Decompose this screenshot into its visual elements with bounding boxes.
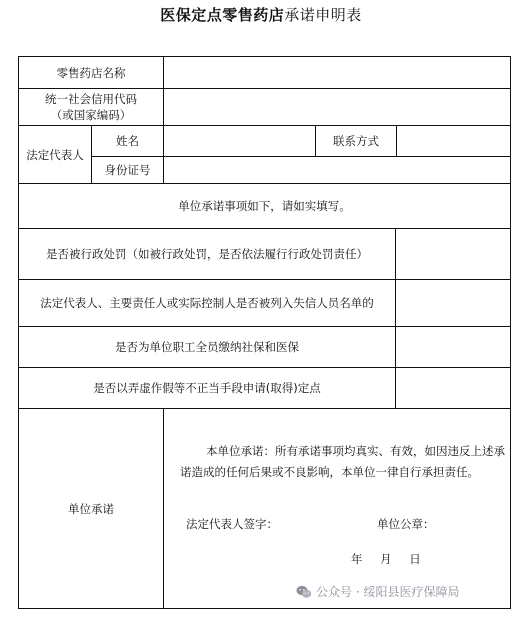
date-label: 年 月 日	[351, 552, 421, 566]
wechat-icon	[296, 585, 312, 599]
seal-label: 单位公章：	[377, 517, 435, 531]
label-credit-code-line1: 统一社会信用代码	[45, 92, 137, 106]
input-name[interactable]	[164, 126, 315, 156]
commitment-statement: 本单位承诺：所有承诺事项均真实、有效，如因违反上述承诺造成的任何后果或不良影响，本单位一律自行承担责任。	[180, 444, 505, 479]
question-dishonest-list: 法定代表人、主要责任人或实际控制人是否被列入失信人员名单的	[40, 296, 374, 310]
question-administrative-penalty: 是否被行政处罚（如被行政处罚，是否依法履行行政处罚责任）	[46, 247, 368, 261]
label-credit-code	[19, 89, 163, 125]
label-id-number: 身份证号	[104, 163, 151, 177]
label-contact: 联系方式	[333, 134, 379, 148]
label-unit-commitment: 单位承诺	[68, 501, 114, 516]
input-credit-code[interactable]	[164, 89, 510, 125]
question-fraudulent-application: 是否以弄虚作假等不正当手段申请(取得)定点	[93, 381, 321, 395]
watermark	[296, 583, 459, 600]
signature-label: 法定代表人签字：	[186, 517, 278, 531]
answer-social-insurance[interactable]	[396, 327, 510, 367]
label-credit-code-line2: （或国家编码）	[50, 108, 132, 122]
answer-fraudulent-application[interactable]	[396, 368, 510, 408]
title-normal-part: 承诺申明表	[284, 6, 362, 24]
question-social-insurance: 是否为单位职工全员缴纳社保和医保	[115, 340, 299, 354]
watermark-text: 公众号 · 绥阳县医疗保障局	[316, 585, 460, 599]
input-id-number[interactable]	[164, 157, 510, 183]
answer-dishonest-list[interactable]	[396, 280, 510, 326]
label-legal-rep: 法定代表人	[26, 147, 84, 162]
label-name: 姓名	[116, 134, 139, 148]
input-pharmacy-name[interactable]	[164, 57, 510, 88]
instruction-text: 单位承诺事项如下，请如实填写。	[178, 199, 351, 213]
label-pharmacy-name: 零售药店名称	[56, 65, 126, 80]
input-contact[interactable]	[397, 126, 510, 156]
title-bold-part: 医保定点零售药店	[160, 6, 285, 24]
answer-administrative-penalty[interactable]	[396, 229, 510, 279]
